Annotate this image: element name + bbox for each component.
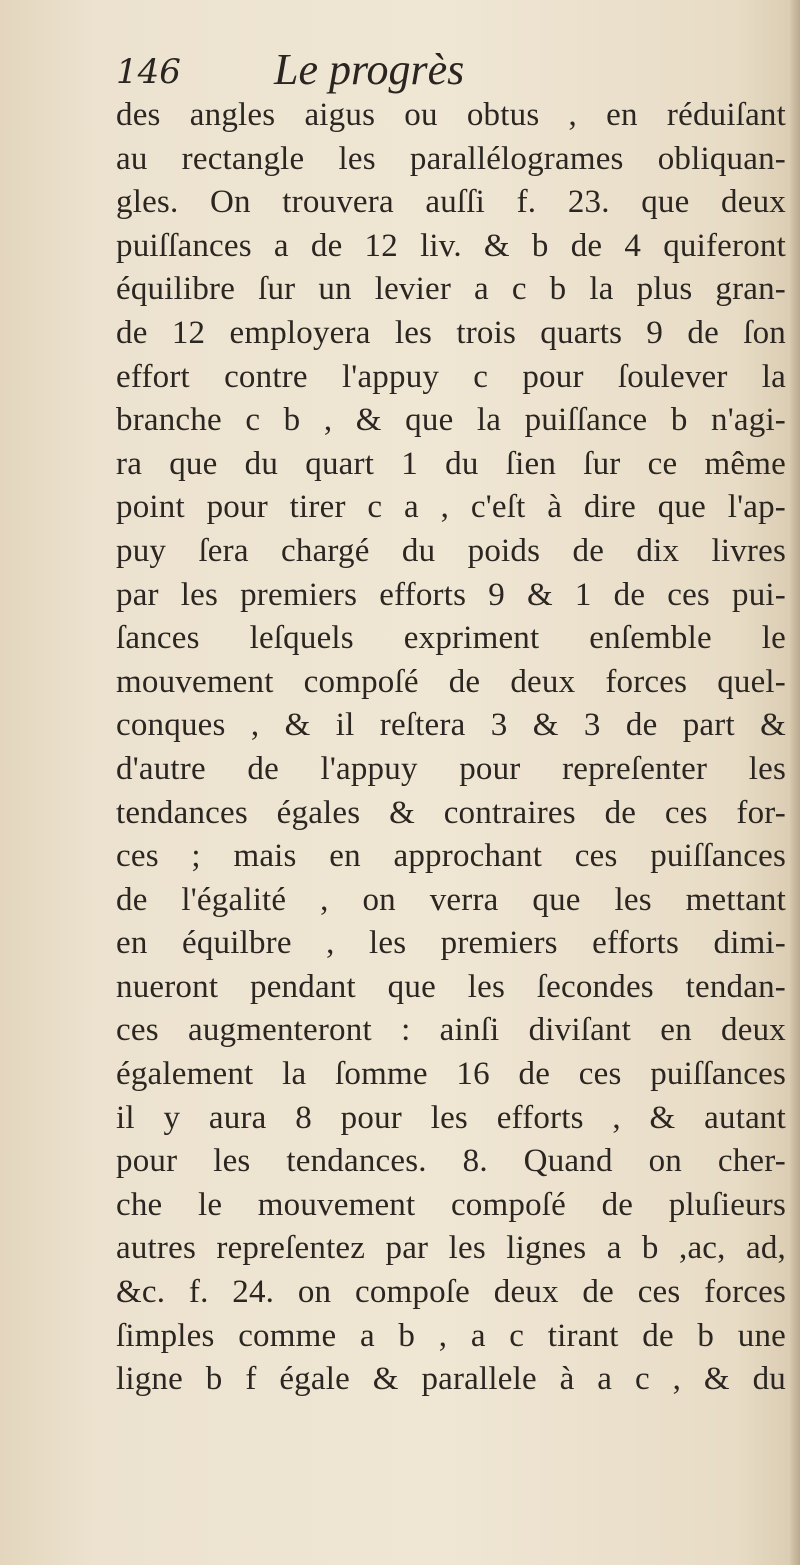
text-line: ces ; mais en approchant ces puiſſances xyxy=(116,838,786,875)
text-line: de l'égalité , on verra que les mettant xyxy=(116,881,786,918)
text-line: en équilbre , les premiers efforts dimi- xyxy=(116,925,786,962)
text-line: autres repreſentez par les lignes a b ,ac, ad, xyxy=(116,1230,786,1267)
text-line: des angles aigus ou obtus , en réduiſant xyxy=(116,97,786,133)
text-line: effort contre l'appuy c pour ſoulever la xyxy=(116,358,786,395)
text-line: ſimples comme a b , a c tirant de b une xyxy=(116,1317,786,1354)
text-line: nueront pendant que les ſecondes tendan- xyxy=(116,968,786,1005)
text-line: conques , & il reſtera 3 & 3 de part & xyxy=(116,707,786,744)
text-line: au rectangle les parallélogrames obliquan- xyxy=(116,140,786,177)
text-line: ligne b f égale & parallele à a c , & du xyxy=(116,1361,786,1398)
text-line: branche c b , & que la puiſſance b n'agi- xyxy=(116,402,786,439)
text-line: d'autre de l'appuy pour repreſenter les xyxy=(116,750,786,787)
page-header xyxy=(116,44,756,94)
body-text xyxy=(116,94,786,1402)
running-head: Le progrès xyxy=(274,45,465,94)
text-line: ces augmenteront : ainſi diviſant en deux xyxy=(116,1012,786,1049)
text-line: de 12 employera les trois quarts 9 de ſon xyxy=(116,314,786,351)
page-edge-shadow xyxy=(790,0,800,1565)
text-line: il y aura 8 pour les efforts , & autant xyxy=(116,1099,786,1136)
text-line: ra que du quart 1 du ſien ſur ce même xyxy=(116,445,786,482)
text-line: puiſſances a de 12 liv. & b de 4 quiferont xyxy=(116,227,786,264)
text-line: équilibre ſur un levier a c b la plus gran- xyxy=(116,271,786,308)
text-line: che le mouvement compoſé de pluſieurs xyxy=(116,1186,786,1223)
text-line: point pour tirer c a , c'eſt à dire que l'ap- xyxy=(116,489,786,526)
text-line: ſances leſquels expriment enſemble le xyxy=(116,620,786,657)
text-line: par les premiers efforts 9 & 1 de ces pui- xyxy=(116,576,786,613)
text-line: également la ſomme 16 de ces puiſſances xyxy=(116,1056,786,1093)
text-line: pour les tendances. 8. Quand on cher- xyxy=(116,1143,786,1180)
page-number: 146 xyxy=(116,52,181,92)
text-line: &c. f. 24. on compoſe deux de ces forces xyxy=(116,1274,786,1311)
text-line: puy ſera chargé du poids de dix livres xyxy=(116,532,786,569)
text-line: mouvement compoſé de deux forces quel- xyxy=(116,663,786,700)
text-line: gles. On trouvera auſſi f. 23. que deux xyxy=(116,184,786,221)
text-line: tendances égales & contraires de ces for- xyxy=(116,794,786,831)
